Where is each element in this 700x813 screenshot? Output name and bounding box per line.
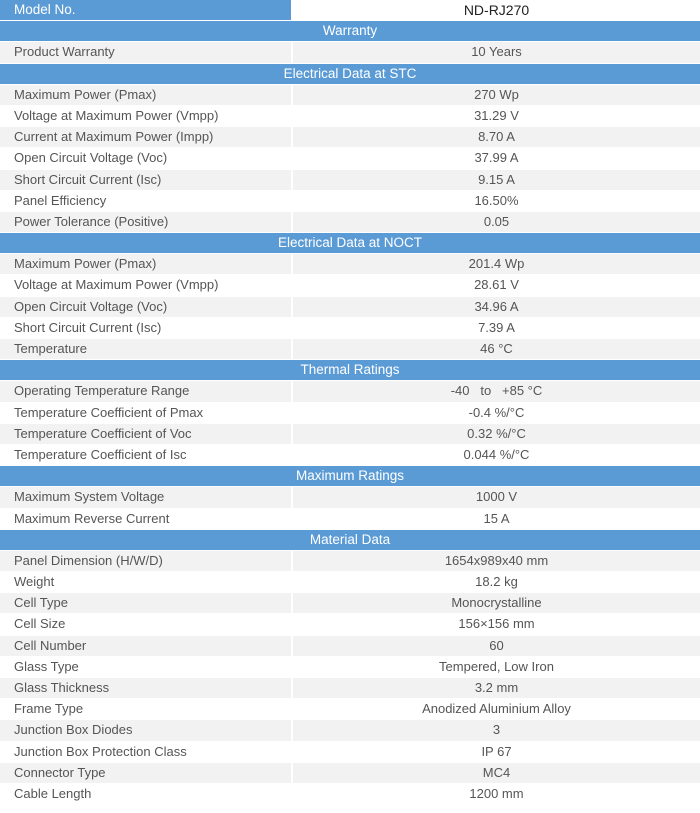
table-row (0, 720, 700, 741)
row-label: Operating Temperature Range (0, 381, 293, 401)
model-label: Model No. (0, 0, 293, 20)
row-value: 0.32 %/°C (293, 424, 700, 444)
section-header: Warranty (0, 21, 700, 42)
row-label: Connector Type (0, 763, 293, 783)
row-value: 31.29 V (293, 106, 700, 126)
table-row (0, 424, 700, 445)
row-value: -0.4 %/°C (293, 403, 700, 423)
table-row (0, 275, 700, 296)
row-label: Short Circuit Current (Isc) (0, 318, 293, 338)
row-value: 3 (293, 720, 700, 740)
table-row (0, 445, 700, 466)
table-row (0, 85, 700, 106)
row-label: Glass Thickness (0, 678, 293, 698)
row-value: -40 to +85 °C (293, 381, 700, 401)
table-row (0, 42, 700, 63)
table-row (0, 403, 700, 424)
row-value: Anodized Aluminium Alloy (293, 699, 700, 719)
row-label: Junction Box Protection Class (0, 742, 293, 762)
row-label: Junction Box Diodes (0, 720, 293, 740)
table-row (0, 509, 700, 530)
row-value: 18.2 kg (293, 572, 700, 592)
row-value: 1200 mm (293, 784, 700, 804)
table-row (0, 784, 700, 805)
table-row (0, 636, 700, 657)
row-value: 1654x989x40 mm (293, 551, 700, 571)
row-value: Monocrystalline (293, 593, 700, 613)
table-row (0, 699, 700, 720)
row-label: Product Warranty (0, 42, 293, 62)
row-label: Frame Type (0, 699, 293, 719)
row-label: Voltage at Maximum Power (Vmpp) (0, 275, 293, 295)
row-value: IP 67 (293, 742, 700, 762)
row-value: 15 A (293, 509, 700, 529)
row-value: MC4 (293, 763, 700, 783)
table-row (0, 106, 700, 127)
row-label: Open Circuit Voltage (Voc) (0, 148, 293, 168)
row-label: Glass Type (0, 657, 293, 677)
table-row (0, 763, 700, 784)
row-label: Cell Number (0, 636, 293, 656)
section-header: Electrical Data at NOCT (0, 233, 700, 254)
table-row (0, 572, 700, 593)
row-value: 1000 V (293, 487, 700, 507)
table-row (0, 742, 700, 763)
model-value: ND-RJ270 (293, 0, 700, 20)
table-row (0, 127, 700, 148)
row-label: Temperature Coefficient of Voc (0, 424, 293, 444)
row-value: Tempered, Low Iron (293, 657, 700, 677)
row-label: Maximum Power (Pmax) (0, 254, 293, 274)
table-row (0, 254, 700, 275)
row-label: Cable Length (0, 784, 293, 804)
table-row (0, 678, 700, 699)
row-value: 8.70 A (293, 127, 700, 147)
row-label: Maximum System Voltage (0, 487, 293, 507)
row-label: Panel Efficiency (0, 191, 293, 211)
row-label: Panel Dimension (H/W/D) (0, 551, 293, 571)
model-row (0, 0, 700, 21)
row-value: 201.4 Wp (293, 254, 700, 274)
row-value: 28.61 V (293, 275, 700, 295)
row-label: Weight (0, 572, 293, 592)
section-header: Material Data (0, 530, 700, 551)
row-value: 0.05 (293, 212, 700, 232)
section-header: Thermal Ratings (0, 360, 700, 381)
row-value: 60 (293, 636, 700, 656)
row-value: 46 °C (293, 339, 700, 359)
row-value: 156×156 mm (293, 614, 700, 634)
row-value: 16.50% (293, 191, 700, 211)
row-label: Voltage at Maximum Power (Vmpp) (0, 106, 293, 126)
section-header: Maximum Ratings (0, 466, 700, 487)
row-value: 34.96 A (293, 297, 700, 317)
row-label: Maximum Power (Pmax) (0, 85, 293, 105)
table-row (0, 297, 700, 318)
row-label: Cell Type (0, 593, 293, 613)
row-value: 37.99 A (293, 148, 700, 168)
row-label: Short Circuit Current (Isc) (0, 170, 293, 190)
row-value: 0.044 %/°C (293, 445, 700, 465)
table-row (0, 487, 700, 508)
table-row (0, 148, 700, 169)
row-label: Maximum Reverse Current (0, 509, 293, 529)
row-label: Open Circuit Voltage (Voc) (0, 297, 293, 317)
table-row (0, 614, 700, 635)
table-row (0, 212, 700, 233)
row-value: 9.15 A (293, 170, 700, 190)
table-row (0, 318, 700, 339)
table-row (0, 657, 700, 678)
row-value: 3.2 mm (293, 678, 700, 698)
table-row (0, 593, 700, 614)
row-value: 10 Years (293, 42, 700, 62)
table-row (0, 170, 700, 191)
section-header: Electrical Data at STC (0, 64, 700, 85)
table-row (0, 339, 700, 360)
row-value: 270 Wp (293, 85, 700, 105)
table-row (0, 191, 700, 212)
row-label: Temperature Coefficient of Pmax (0, 403, 293, 423)
row-label: Power Tolerance (Positive) (0, 212, 293, 232)
row-label: Current at Maximum Power (Impp) (0, 127, 293, 147)
row-label: Cell Size (0, 614, 293, 634)
row-label: Temperature (0, 339, 293, 359)
table-row (0, 551, 700, 572)
table-row (0, 381, 700, 402)
row-label: Temperature Coefficient of Isc (0, 445, 293, 465)
row-value: 7.39 A (293, 318, 700, 338)
